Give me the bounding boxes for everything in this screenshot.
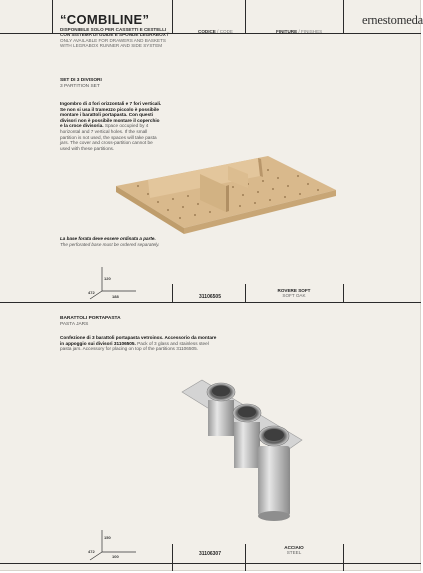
description-en: Space occupied by 4 horizontal and 7 vertical holes. If the small partition is not used, the spaces will take pasta jars. The cover and cross-partition cannot be used with these partitions. <box>60 123 157 151</box>
finish-label-en: FINISHES <box>301 29 323 34</box>
header-divider <box>172 0 173 34</box>
availability-note <box>60 27 172 48</box>
finish-it: ROVERE SOFT <box>277 288 311 293</box>
jar-body <box>258 446 290 516</box>
section-title-it: BARATTOLI PORTAPASTA <box>60 316 121 321</box>
finish-en: STEEL <box>286 550 302 556</box>
partition-set-image <box>108 148 343 238</box>
description-en: Pack of 3 glass and stainless steel pasta jars. Accessory for placing on top of the partitions 31106505. <box>60 340 209 352</box>
product-title: “COMBILINE” <box>60 12 150 27</box>
finish-it: ACCIAIO <box>284 545 304 550</box>
availability-note-en: ONLY AVAILABLE FOR DRAWERS AND BASKETS WITH LEGRABOX RUNNER AND SIDE SYSTEM <box>60 37 166 48</box>
note-en: The perforated base must be ordered separately. <box>60 241 160 247</box>
base-note <box>60 236 160 247</box>
row-rule <box>0 302 421 303</box>
description-it: Confezione di 3 barattoli portapasta vetroinox. Accessorio da montare in appoggio sui divisori 31106505. <box>60 335 217 346</box>
product-code: 31106505 <box>199 294 221 300</box>
header-divider <box>245 0 246 34</box>
header-divider <box>343 0 344 34</box>
finish-label-it: FINITURE <box>276 29 298 34</box>
row-divider <box>343 544 344 571</box>
row-divider <box>343 284 344 303</box>
height-dimension: 120 <box>104 276 111 281</box>
section-description <box>60 101 162 151</box>
section-title-it: SET DI 3 DIVISORI <box>60 78 102 83</box>
jar-body <box>234 422 260 468</box>
section-title-en: PASTA JARS <box>60 321 89 327</box>
product-finish <box>262 288 326 298</box>
product-finish <box>262 545 326 555</box>
description-it: Ingombro di 4 fori orizzontali e 7 fori verticali. Se non si usa il tramezzo piccolo è possibile montare i barattoli portapasta. Con questi divisori non è possibile montare il coperchio e la croce divisoria. <box>60 101 162 129</box>
width-dimension: 100 <box>112 554 119 559</box>
product-code: 31106307 <box>199 551 221 557</box>
finish-en: SOFT OAK <box>282 293 306 299</box>
code-column-label: CODICE / CODE <box>198 29 233 34</box>
pasta-jars-image <box>178 370 306 530</box>
code-label-it: CODICE <box>198 29 216 34</box>
row-divider <box>172 284 173 303</box>
row-divider <box>245 544 246 571</box>
depth-dimension: 472 <box>88 290 95 295</box>
row-divider <box>245 284 246 303</box>
section-description <box>60 335 220 352</box>
finish-column-label: FINITURE / FINISHES <box>276 29 323 34</box>
code-label-en: CODE <box>219 29 233 34</box>
height-dimension: 150 <box>104 535 111 540</box>
section-title <box>60 316 121 327</box>
row-divider <box>172 544 173 571</box>
availability-note-it: DISPONIBILE SOLO PER CASSETTI E CESTELLI CON SISTEMA DI GUIDE E SPONDE LEGRABOX / <box>60 27 169 38</box>
width-dimension: 188 <box>112 294 119 299</box>
note-it: La base forata deve essere ordinata a parte. <box>60 236 156 241</box>
jar-body <box>208 400 234 436</box>
section-title <box>60 78 102 89</box>
header-divider <box>52 0 53 34</box>
depth-dimension: 472 <box>88 549 95 554</box>
row-rule <box>0 563 421 564</box>
section-title-en: 3 PARTITION SET <box>60 83 100 89</box>
brand-logo: ernestomeda <box>362 13 423 27</box>
